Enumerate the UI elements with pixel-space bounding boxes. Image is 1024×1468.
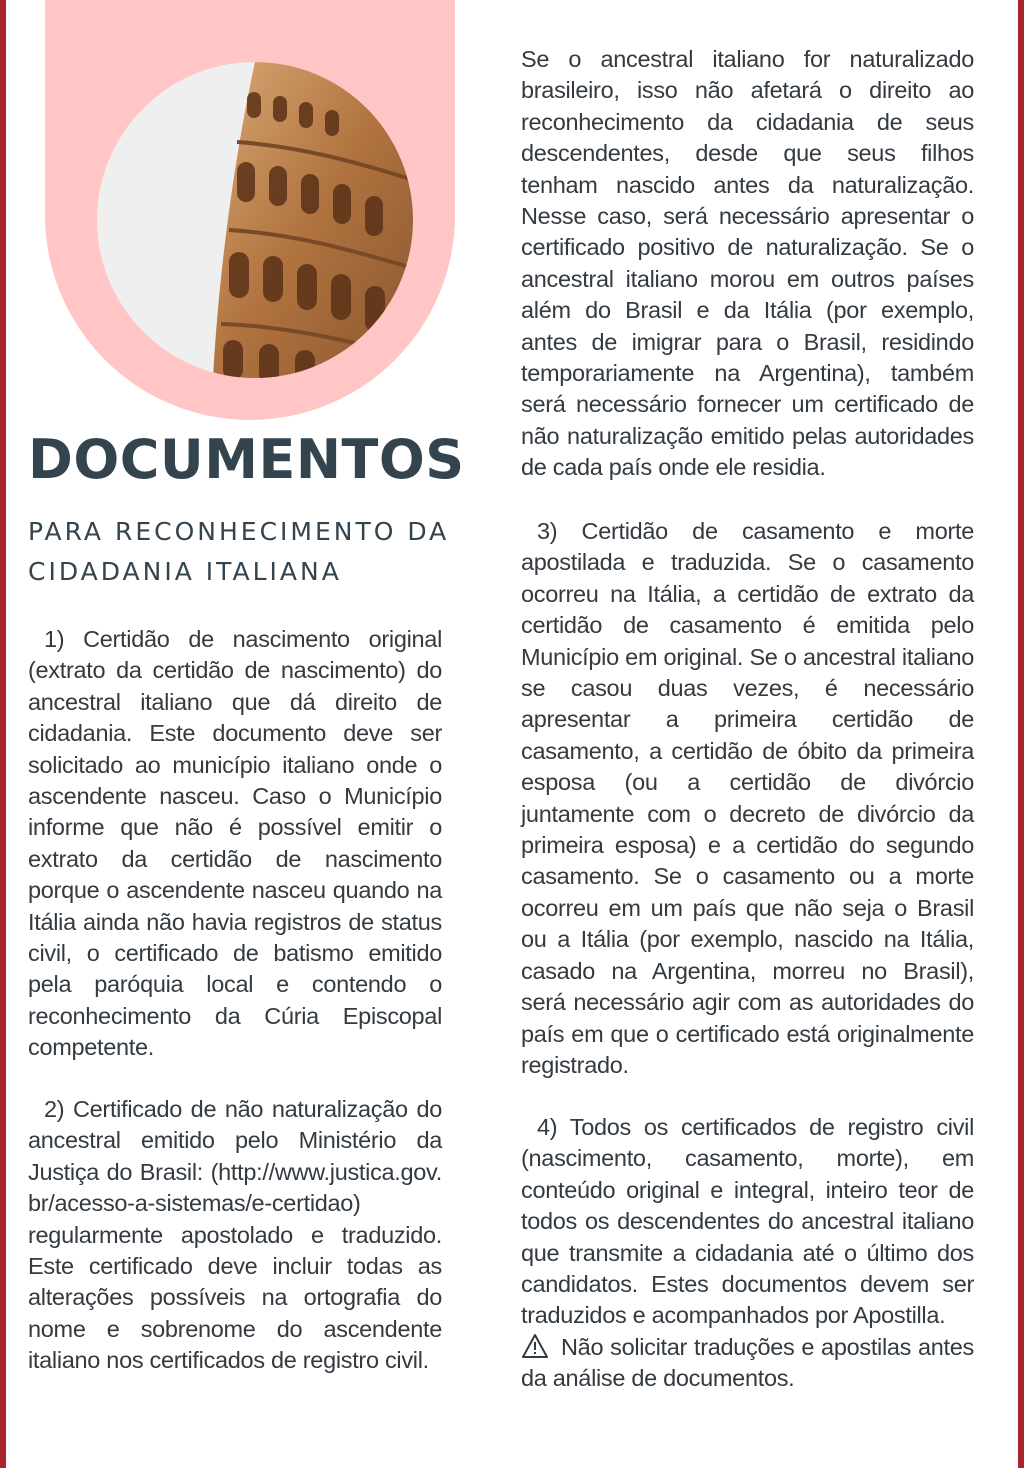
item-4-text: 4) Todos os certificados de registro civil (nascimento, casamento, morte), em conteúdo original e integral, inteiro teor de todos os descendentes do ancestral italiano que transmite a cidadania até o último dos candidatos. Estes documentos devem ser traduzidos e acompanhados por Apostilla. xyxy=(521,1114,974,1329)
item-2-intro: 2) Certificado de não naturalização do ancestral emitido pelo Ministério da Justiça do Brasil: xyxy=(28,1096,442,1185)
item-1-text: 1) Certidão de nascimento original (extrato da certidão de nascimento) do ancestral italiano que dá direito de cidadania. Este documento deve ser solicitado ao município italiano onde o ascendente nasceu. Caso o Município informe que não é possível emitir o extrato da certidão de nascimento porque o ascendente nasceu quando na Itália ainda não havia registros de status civil, o certificado de batismo emitido pela paróquia local e contendo o reconhecimento da Cúria Episcopal competente. xyxy=(28,626,442,1061)
subtitle-line-1: PARA RECONHECIMENTO DA xyxy=(28,517,450,546)
warning-text: Não solicitar traduções e apostilas antes da análise de documentos. xyxy=(521,1333,974,1392)
subtitle-line-2: CIDADANIA ITALIANA xyxy=(28,557,342,586)
item-2-continuation xyxy=(521,44,974,484)
item-3-marriage-death-certificate xyxy=(521,516,974,1081)
right-border xyxy=(1018,0,1024,1468)
colosseum-photo xyxy=(97,62,413,378)
justice-ministry-link[interactable]: (http://www.justica.gov.br/acesso-a-sistemas/e-certidao) xyxy=(28,1158,442,1217)
left-border xyxy=(0,0,6,1468)
item-2-cont-text: Se o ancestral italiano for naturalizado brasileiro, isso não afetará o direito ao reconhecimento da cidadania de seus descendentes, desde que seus filhos tenham nascido antes da naturalização. Nesse caso, será necessário apresentar o certificado positivo de naturalização. Se o ancestral italiano morou em outros países além do Brasil e da Itália (por exemplo, antes de imigrar para o Brasil, residindo temporariamente na Argentina), também será necessário fornecer um certificado de não naturalização emitido pelas autoridades de cada país onde ele residia. xyxy=(521,46,974,481)
item-1-birth-certificate xyxy=(28,624,442,1064)
item-3-text: 3) Certidão de casamento e morte apostilada e traduzida. Se o casamento ocorreu na Itália, a certidão de extrato da certidão de casamento é emitida pelo Município em original. Se o ancestral italiano se casou duas vezes, é necessário apresentar a primeira certidão de casamento, a certidão de óbito da primeira esposa (ou a certidão de divórcio juntamente com o decreto de divórcio da primeira esposa) e a certidão do segundo casamento. Se o casamento ou a morte ocorreu em um país que não seja o Brasil ou a Itália (por exemplo, nascido na Itália, casado na Argentina, morreu no Brasil), será necessário agir com as autoridades do país em que o certificado está originalmente registrado. xyxy=(521,518,974,1078)
warning-note xyxy=(521,1332,974,1395)
page-title: DOCUMENTOS xyxy=(28,428,465,491)
item-2-text xyxy=(28,1094,442,1377)
warning-icon xyxy=(521,1333,549,1359)
colosseum-image xyxy=(97,62,413,378)
item-2-rest: regularmente apostolado e traduzido. Este certificado deve incluir todas as alterações possíveis na ortografia do nome e sobrenome do ascendente italiano nos certificados de registro civil. xyxy=(28,1221,442,1374)
page-subtitle xyxy=(28,512,468,592)
item-4-civil-records xyxy=(521,1112,974,1395)
item-2-naturalization-certificate xyxy=(28,1094,442,1377)
